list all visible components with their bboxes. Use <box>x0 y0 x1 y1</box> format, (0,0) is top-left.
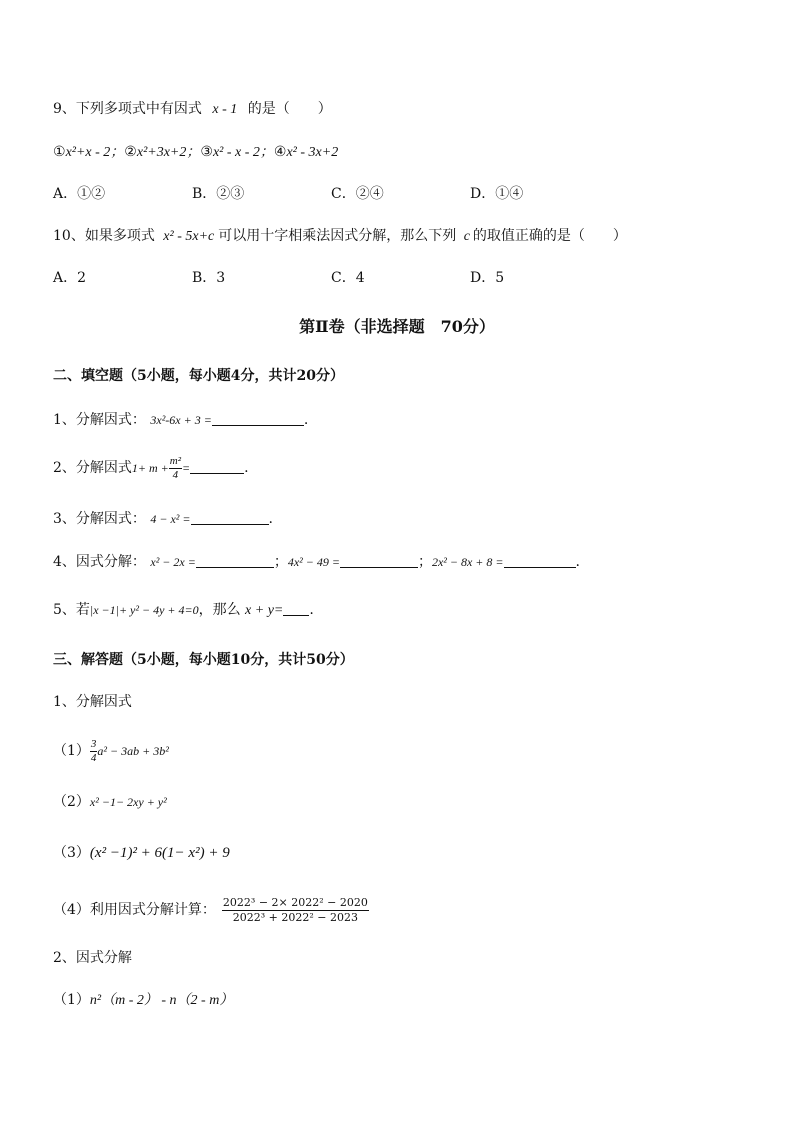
q9-option-a[interactable]: A．①② <box>53 186 106 202</box>
fill-q4-blank2[interactable] <box>340 553 418 568</box>
q10-option-a[interactable]: A．2 <box>53 270 87 286</box>
answer-heading: 三、解答题（5小题，每小题10分，共计50分） <box>53 652 354 668</box>
answer-q1-p4-den: 2022³ + 2022² − 2023 <box>232 910 358 924</box>
fill-q4 <box>53 552 580 572</box>
fill-q2-suffix: . <box>244 460 249 476</box>
q10-stem-b: 可以用十字相乘法因式分解，那么下列 <box>218 228 457 244</box>
fill-q5-suffix: . <box>309 602 314 618</box>
q10-stem-c: 的取值正确的是（ ） <box>472 228 627 244</box>
fill-q5-expr: |x −1|+ y² − 4y + 4=0 <box>89 603 199 617</box>
fill-q3 <box>53 509 273 529</box>
fill-q2-prefix: 2、分解因式 <box>53 460 132 476</box>
fill-q3-blank[interactable] <box>191 510 269 525</box>
answer-q1-p1-num: 3 <box>90 737 97 750</box>
answer-q1-p1-den: 4 <box>90 751 97 764</box>
fill-q4-blank3[interactable] <box>504 553 576 568</box>
fill-q1-blank[interactable] <box>212 411 304 426</box>
answer-q1-p1-expr: a² − 3ab + 3b² <box>97 744 169 758</box>
fill-q2-blank[interactable] <box>190 459 244 474</box>
fill-q5-mid: ，那么 <box>198 602 241 618</box>
answer-q1-p1-label: （1） <box>53 743 90 759</box>
fill-q5-expr2: x + y= <box>245 603 284 618</box>
q9-item-2-mark: ② <box>124 144 137 160</box>
answer-q2-part1 <box>53 990 233 1011</box>
fill-q2-fraction <box>169 455 182 482</box>
q10-stem-a: 10、如果多项式 <box>53 228 155 244</box>
part2-title: 第Ⅱ卷（非选择题 70分） <box>299 317 495 336</box>
answer-q1-p4-num: 2022³ − 2× 2022² − 2020 <box>222 895 368 909</box>
fill-q1 <box>53 410 308 430</box>
answer-q1-p2-expr: x² −1− 2xy + y² <box>89 795 167 809</box>
fill-q4-sep1: ； <box>273 554 288 570</box>
answer-q1-p3-label: （3） <box>53 845 90 861</box>
fill-q4-expr1: x² − 2x = <box>150 555 196 569</box>
q9-option-c[interactable]: C．②④ <box>331 186 384 202</box>
fill-q4-sep2: ； <box>417 554 432 570</box>
fill-heading: 二、填空题（5小题，每小题4分，共计20分） <box>53 368 344 384</box>
q10-poly: x² - 5x+c <box>163 229 215 244</box>
answer-q1-part3 <box>53 842 230 863</box>
fill-q3-expr: 4 − x² = <box>150 512 191 526</box>
fill-q1-suffix: . <box>303 412 309 428</box>
answer-q2-p1-label: （1） <box>53 992 90 1008</box>
q9-item-4: x² - 3x+2 <box>286 145 339 160</box>
q9-option-d[interactable]: D．①④ <box>470 186 524 202</box>
answer-q1-title: 1、分解因式 <box>53 694 132 710</box>
answer-q2-title: 2、因式分解 <box>53 950 132 966</box>
answer-q1-p2-label: （2） <box>53 794 90 810</box>
q9-item-2: x²+3x+2； <box>136 145 201 160</box>
q10-option-c[interactable]: C．4 <box>331 270 365 286</box>
q9-item-3: x² - x - 2； <box>212 145 274 160</box>
q10-option-d[interactable]: D．5 <box>470 270 505 286</box>
answer-q2-p1-expr: n²（m - 2） - n（2 - m） <box>89 993 234 1008</box>
q9-item-1: x²+x - 2； <box>65 145 125 160</box>
fill-q4-expr3: 2x² − 8x + 8 = <box>431 555 504 569</box>
fill-q3-suffix: . <box>268 511 273 527</box>
q10-var: c <box>463 229 470 244</box>
fill-q5-prefix: 5、若 <box>53 602 90 618</box>
fill-q4-blank1[interactable] <box>196 553 274 568</box>
q9-item-1-mark: ① <box>53 144 66 160</box>
q9-option-b[interactable]: B．②③ <box>192 186 245 202</box>
fill-q2-expr-a: 1+ m + <box>131 461 169 475</box>
q9-item-4-mark: ④ <box>273 144 287 160</box>
q10-options <box>53 268 609 288</box>
q9-factor: x - 1 <box>212 102 238 117</box>
fill-q3-prefix: 3、分解因式： <box>53 511 146 527</box>
q10-option-b[interactable]: B．3 <box>192 270 226 286</box>
fill-q1-expr: 3x²-6x + 3 = <box>150 413 212 427</box>
q9-stem <box>53 99 332 120</box>
fill-q2-expr-b: = <box>182 461 191 475</box>
fill-q4-suffix: . <box>575 554 580 570</box>
answer-q1-part4 <box>53 894 369 926</box>
fill-q2-frac-den: 4 <box>172 468 179 481</box>
q9-stem-text: 9、下列多项式中有因式 <box>53 101 202 117</box>
answer-q1-p4-fraction <box>222 896 369 925</box>
answer-q1-p4-label: （4）利用因式分解计算： <box>53 902 216 918</box>
fill-q5 <box>53 600 314 621</box>
fill-q1-prefix: 1、分解因式： <box>53 412 146 428</box>
fill-q4-expr2: 4x² − 49 = <box>287 555 340 569</box>
fill-q4-prefix: 4、因式分解： <box>53 554 146 570</box>
answer-q1-part1 <box>53 736 169 766</box>
fill-q5-blank[interactable] <box>283 601 309 616</box>
fill-q2 <box>53 454 249 482</box>
q9-item-3-mark: ③ <box>200 144 213 160</box>
q9-stem-end: 的是（ ） <box>247 101 332 117</box>
q10-stem <box>53 226 627 247</box>
q9-options <box>53 184 609 204</box>
answer-q1-p3-expr: (x² −1)² + 6(1− x²) + 9 <box>89 845 230 861</box>
fill-q2-frac-num: m² <box>169 454 182 467</box>
answer-q1-part2 <box>53 792 167 812</box>
q9-items <box>53 142 338 163</box>
